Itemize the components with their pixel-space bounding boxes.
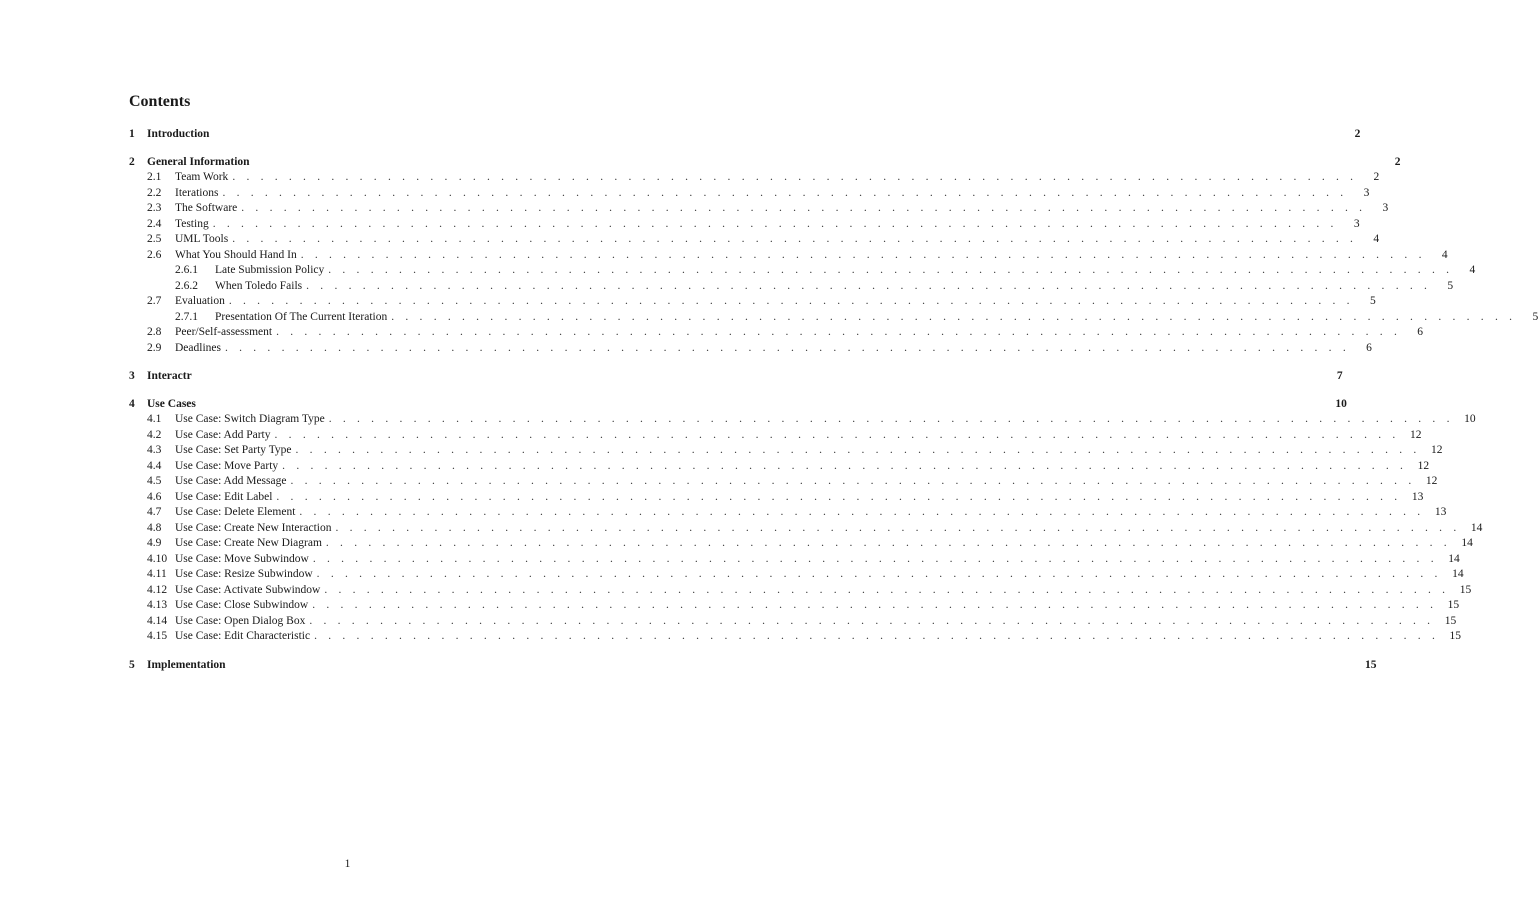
toc-entry-number: 4.14 — [147, 614, 168, 627]
toc-entry-page: 14 — [1448, 552, 1460, 565]
toc-entry-page: 6 — [1366, 341, 1372, 354]
toc-subsection-entry[interactable] — [129, 341, 1372, 357]
dot-leader: . . . . . . . . . . . . . . . . . . . . . . . . . . . . . . . . . . . . . . . . . . . . . . . . . . . . . . . . . . . . . . . . . . . . . . . . . . . . . . . . — [299, 506, 1425, 518]
toc-subsection-entry[interactable] — [129, 412, 1476, 428]
toc-entry-title: Deadlines — [175, 341, 221, 354]
toc-entry-title: Implementation — [147, 658, 226, 671]
toc-entry-title: Use Case: Open Dialog Box — [175, 614, 306, 627]
toc-entry-page: 13 — [1434, 506, 1447, 518]
toc-section-entry[interactable] — [129, 368, 1343, 384]
toc-section-entry[interactable] — [129, 657, 1377, 673]
toc-entry-title: Use Case: Activate Subwindow — [175, 583, 321, 596]
toc-entry-number: 4.8 — [147, 521, 162, 534]
toc-entry-number: 2.1 — [147, 171, 162, 183]
page-number: 1 — [344, 858, 351, 870]
dot-leader: . . . . . . . . . . . . . . . . . . . . . . . . . . . . . . . . . . . . . . . . . . . . . . . . . . . . . . . . . . . . . . . . . . . . . . . . . . . . . . . . — [328, 264, 1454, 276]
toc-entry-page: 15 — [1444, 614, 1457, 627]
toc-entry-page: 2 — [1373, 171, 1380, 183]
toc-entry-title: Iterations — [175, 186, 219, 199]
toc-subsection-entry[interactable] — [129, 217, 1360, 233]
dot-leader: . . . . . . . . . . . . . . . . . . . . . . . . . . . . . . . . . . . . . . . . . . . . . . . . . . . . . . . . . . . . . . . . . . . . . . . . . . . . . . . . — [312, 599, 1438, 611]
toc-entry-number: 2.9 — [147, 341, 162, 354]
toc-entry-title: Use Cases — [147, 398, 196, 410]
toc-entry-number: 4.4 — [147, 459, 162, 472]
dot-leader: . . . . . . . . . . . . . . . . . . . . . . . . . . . . . . . . . . . . . . . . . . . . . . . . . . . . . . . . . . . . . . . . . . . . . . . . . . . . . . . . — [312, 552, 1438, 565]
toc-entry-title: Late Submission Policy — [215, 264, 325, 276]
toc-entry-page: 3 — [1353, 217, 1360, 230]
toc-subsection-entry[interactable] — [129, 186, 1370, 202]
toc-entry-page: 14 — [1470, 521, 1483, 534]
table-of-contents — [129, 126, 1538, 673]
toc-subsection-entry[interactable] — [129, 552, 1460, 568]
toc-entry-number: 4.9 — [147, 537, 162, 549]
toc-subsection-entry[interactable] — [129, 201, 1389, 217]
toc-entry-number: 5 — [129, 658, 135, 671]
toc-entry-title: The Software — [175, 202, 238, 214]
dot-leader: . . . . . . . . . . . . . . . . . . . . . . . . . . . . . . . . . . . . . . . . . . . . . . . . . . . . . . . . . . . . . . . . . . . . . . . . . . . . . . . . — [232, 233, 1358, 245]
toc-subsection-entry[interactable] — [129, 170, 1380, 186]
toc-subsection-entry[interactable] — [129, 325, 1424, 341]
toc-subsection-entry[interactable] — [129, 443, 1443, 459]
toc-entry-title: Use Case: Delete Element — [175, 506, 296, 518]
dot-leader: . . . . . . . . . . . . . . . . . . . . . . . . . . . . . . . . . . . . . . . . . . . . . . . . . . . . . . . . . . . . . . . . . . . . . . . . . . . . . . . . — [335, 521, 1461, 534]
toc-subsection-entry[interactable] — [129, 474, 1438, 490]
toc-section-entry[interactable] — [129, 396, 1347, 412]
toc-entry-page: 4 — [1373, 233, 1380, 245]
toc-entry-number: 4.12 — [147, 583, 168, 596]
dot-leader: . . . . . . . . . . . . . . . . . . . . . . . . . . . . . . . . . . . . . . . . . . . . . . . . . . . . . . . . . . . . . . . . . . . . . . . . . . . . . . . . — [300, 248, 1426, 261]
toc-entry-number: 4.11 — [147, 568, 167, 580]
dot-leader: . . . . . . . . . . . . . . . . . . . . . . . . . . . . . . . . . . . . . . . . . . . . . . . . . . . . . . . . . . . . . . . . . . . . . . . . . . . . . . . . — [391, 310, 1517, 323]
toc-entry-number: 2.6 — [147, 248, 162, 261]
toc-entry-page: 2 — [1394, 156, 1401, 168]
toc-entry-page: 13 — [1411, 490, 1424, 503]
toc-entry-title: General Information — [147, 156, 250, 168]
toc-entry-title: Testing — [175, 217, 209, 230]
toc-subsection-entry[interactable] — [129, 521, 1483, 537]
toc-entry-title: Use Case: Create New Diagram — [175, 537, 322, 549]
toc-entry-title: Use Case: Set Party Type — [175, 444, 292, 456]
toc-entry-page: 5 — [1532, 310, 1538, 323]
dot-leader: . . . . . . . . . . . . . . . . . . . . . . . . . . . . . . . . . . . . . . . . . . . . . . . . . . . . . . . . . . . . . . . . . . . . . . . . . . . . . . . . — [276, 490, 1402, 503]
toc-entry-title: Presentation Of The Current Iteration — [215, 310, 388, 323]
toc-entry-page: 6 — [1417, 326, 1424, 338]
dot-leader: . . . . . . . . . . . . . . . . . . . . . . . . . . . . . . . . . . . . . . . . . . . . . . . . . . . . . . . . . . . . . . . . . . . . . . . . . . . . . . . . — [282, 459, 1408, 472]
toc-entry-number: 4.15 — [147, 630, 168, 642]
toc-entry-page: 12 — [1430, 444, 1443, 456]
toc-entry-number: 2.6.1 — [175, 264, 198, 276]
toc-subsubsection-entry[interactable] — [129, 310, 1538, 326]
toc-entry-number: 2.5 — [147, 233, 162, 245]
toc-entry-number: 2.6.2 — [175, 279, 198, 292]
toc-subsection-entry[interactable] — [129, 248, 1448, 264]
toc-entry-page: 12 — [1409, 428, 1422, 441]
toc-entry-page: 14 — [1461, 537, 1473, 549]
toc-subsection-entry[interactable] — [129, 598, 1460, 614]
toc-entry-number: 2.8 — [147, 326, 162, 338]
toc-entry-title: Use Case: Switch Diagram Type — [175, 413, 325, 425]
toc-entry-number: 4.5 — [147, 475, 162, 487]
dot-leader: . . . . . . . . . . . . . . . . . . . . . . . . . . . . . . . . . . . . . . . . . . . . . . . . . . . . . . . . . . . . . . . . . . . . . . . . . . . . . . . . — [309, 614, 1435, 627]
toc-entry-page: 15 — [1447, 599, 1460, 611]
toc-entry-page: 4 — [1441, 248, 1448, 261]
toc-entry-page: 12 — [1425, 475, 1438, 487]
toc-subsection-entry[interactable] — [129, 505, 1447, 521]
dot-leader: . . . . . . . . . . . . . . . . . . . . . . . . . . . . . . . . . . . . . . . . . . . . . . . . . . . . . . . . . . . . . . . . . . . . . . . . . . . . . . . . — [212, 217, 1338, 230]
toc-entry-page: 2 — [1354, 128, 1361, 140]
toc-entry-number: 2 — [129, 156, 135, 168]
toc-entry-number: 4.1 — [147, 413, 162, 425]
toc-entry-title: What You Should Hand In — [175, 248, 297, 261]
toc-subsection-entry[interactable] — [129, 629, 1462, 645]
toc-entry-page: 3 — [1363, 186, 1370, 199]
toc-entry-page: 5 — [1370, 295, 1376, 307]
toc-entry-number: 4 — [129, 398, 135, 410]
toc-entry-number: 4.13 — [147, 599, 168, 611]
toc-entry-title: Use Case: Resize Subwindow — [175, 568, 313, 580]
toc-entry-title: When Toledo Fails — [215, 279, 303, 292]
toc-entry-page: 14 — [1452, 568, 1464, 580]
toc-section-entry[interactable] — [129, 154, 1401, 170]
toc-subsection-entry[interactable] — [129, 428, 1422, 444]
toc-entry-number: 2.4 — [147, 217, 162, 230]
dot-leader: . . . . . . . . . . . . . . . . . . . . . . . . . . . . . . . . . . . . . . . . . . . . . . . . . . . . . . . . . . . . . . . . . . . . . . . . . . . . . . . . — [325, 537, 1451, 549]
toc-entry-number: 2.3 — [147, 202, 162, 214]
toc-entry-number: 3 — [129, 370, 135, 382]
toc-entry-title: Use Case: Add Party — [175, 428, 271, 441]
dot-leader: . . . . . . . . . . . . . . . . . . . . . . . . . . . . . . . . . . . . . . . . . . . . . . . . . . . . . . . . . . . . . . . . . . . . . . . . . . . . . . . . — [295, 444, 1421, 456]
toc-entry-page: 10 — [1335, 398, 1347, 410]
toc-entry-title: Use Case: Edit Label — [175, 490, 273, 503]
toc-entry-page: 12 — [1417, 459, 1430, 472]
toc-subsection-entry[interactable] — [129, 294, 1376, 310]
dot-leader: . . . . . . . . . . . . . . . . . . . . . . . . . . . . . . . . . . . . . . . . . . . . . . . . . . . . . . . . . . . . . . . . . . . . . . . . . . . . . . . . — [222, 186, 1348, 199]
toc-entry-title: Team Work — [175, 171, 229, 183]
toc-entry-number: 4.2 — [147, 428, 162, 441]
toc-subsection-entry[interactable] — [129, 567, 1464, 583]
toc-entry-title: Use Case: Create New Interaction — [175, 521, 332, 534]
toc-entry-number: 2.7 — [147, 295, 162, 307]
dot-leader: . . . . . . . . . . . . . . . . . . . . . . . . . . . . . . . . . . . . . . . . . . . . . . . . . . . . . . . . . . . . . . . . . . . . . . . . . . . . . . . . — [324, 583, 1450, 596]
toc-subsection-entry[interactable] — [129, 614, 1457, 630]
toc-entry-title: Use Case: Close Subwindow — [175, 599, 309, 611]
dot-leader: . . . . . . . . . . . . . . . . . . . . . . . . . . . . . . . . . . . . . . . . . . . . . . . . . . . . . . . . . . . . . . . . . . . . . . . . . . . . . . . . — [224, 341, 1350, 354]
toc-entry-title: Use Case: Move Subwindow — [175, 552, 309, 565]
toc-entry-page: 15 — [1459, 583, 1472, 596]
toc-entry-page: 5 — [1447, 279, 1454, 292]
toc-entry-page: 15 — [1449, 630, 1462, 642]
dot-leader: . . . . . . . . . . . . . . . . . . . . . . . . . . . . . . . . . . . . . . . . . . . . . . . . . . . . . . . . . . . . . . . . . . . . . . . . . . . . . . . . — [241, 202, 1367, 214]
toc-entry-title: Use Case: Move Party — [175, 459, 279, 472]
dot-leader: . . . . . . . . . . . . . . . . . . . . . . . . . . . . . . . . . . . . . . . . . . . . . . . . . . . . . . . . . . . . . . . . . . . . . . . . . . . . . . . . — [232, 171, 1358, 183]
toc-entry-page: 15 — [1365, 658, 1377, 671]
dot-leader: . . . . . . . . . . . . . . . . . . . . . . . . . . . . . . . . . . . . . . . . . . . . . . . . . . . . . . . . . . . . . . . . . . . . . . . . . . . . . . . . — [276, 326, 1402, 338]
toc-subsubsection-entry[interactable] — [129, 279, 1454, 295]
dot-leader: . . . . . . . . . . . . . . . . . . . . . . . . . . . . . . . . . . . . . . . . . . . . . . . . . . . . . . . . . . . . . . . . . . . . . . . . . . . . . . . . — [274, 428, 1400, 441]
dot-leader: . . . . . . . . . . . . . . . . . . . . . . . . . . . . . . . . . . . . . . . . . . . . . . . . . . . . . . . . . . . . . . . . . . . . . . . . . . . . . . . . — [328, 413, 1454, 425]
toc-subsection-entry[interactable] — [129, 459, 1430, 475]
dot-leader: . . . . . . . . . . . . . . . . . . . . . . . . . . . . . . . . . . . . . . . . . . . . . . . . . . . . . . . . . . . . . . . . . . . . . . . . . . . . . . . . — [228, 295, 1354, 307]
toc-entry-title: Interactr — [147, 370, 192, 382]
toc-entry-title: Introduction — [147, 128, 210, 140]
toc-subsubsection-entry[interactable] — [129, 263, 1476, 279]
toc-entry-title: Evaluation — [175, 295, 225, 307]
toc-entry-page: 3 — [1382, 202, 1389, 214]
dot-leader: . . . . . . . . . . . . . . . . . . . . . . . . . . . . . . . . . . . . . . . . . . . . . . . . . . . . . . . . . . . . . . . . . . . . . . . . . . . . . . . . — [306, 279, 1432, 292]
toc-entry-number: 2.2 — [147, 186, 162, 199]
toc-heading: Contents — [129, 93, 191, 110]
toc-subsection-entry[interactable] — [129, 583, 1472, 599]
toc-section-entry[interactable] — [129, 126, 1361, 142]
dot-leader: . . . . . . . . . . . . . . . . . . . . . . . . . . . . . . . . . . . . . . . . . . . . . . . . . . . . . . . . . . . . . . . . . . . . . . . . . . . . . . . . — [314, 630, 1440, 642]
toc-entry-title: Use Case: Add Message — [175, 475, 287, 487]
toc-subsection-entry[interactable] — [129, 536, 1473, 552]
dot-leader: . . . . . . . . . . . . . . . . . . . . . . . . . . . . . . . . . . . . . . . . . . . . . . . . . . . . . . . . . . . . . . . . . . . . . . . . . . . . . . . . — [316, 568, 1442, 580]
toc-entry-page: 4 — [1469, 264, 1476, 276]
toc-entry-page: 10 — [1464, 413, 1476, 425]
toc-entry-number: 4.10 — [147, 552, 168, 565]
toc-entry-title: Peer/Self-assessment — [175, 326, 273, 338]
toc-entry-number: 4.7 — [147, 506, 162, 518]
toc-entry-number: 2.7.1 — [175, 310, 198, 323]
toc-subsection-entry[interactable] — [129, 232, 1380, 248]
toc-entry-number: 4.3 — [147, 444, 162, 456]
toc-entry-number: 1 — [129, 128, 135, 140]
toc-entry-number: 4.6 — [147, 490, 162, 503]
dot-leader: . . . . . . . . . . . . . . . . . . . . . . . . . . . . . . . . . . . . . . . . . . . . . . . . . . . . . . . . . . . . . . . . . . . . . . . . . . . . . . . . — [290, 475, 1416, 487]
toc-entry-page: 7 — [1336, 370, 1343, 382]
toc-entry-title: UML Tools — [175, 233, 229, 245]
toc-subsection-entry[interactable] — [129, 490, 1424, 506]
toc-entry-title: Use Case: Edit Characteristic — [175, 630, 311, 642]
